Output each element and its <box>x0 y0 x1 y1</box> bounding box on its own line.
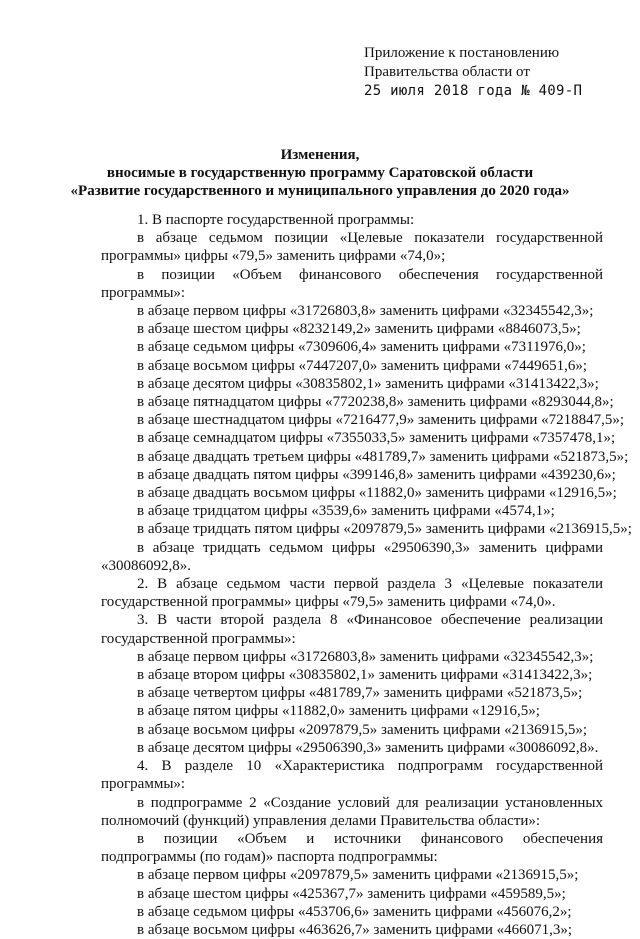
approval-date-number: 25 июля 2018 года № 409-П <box>364 83 583 99</box>
paragraph: 1. В паспорте государственной программы: <box>137 212 415 228</box>
paragraph: в абзаце первом цифры «31726803,8» заменить цифрами «32345542,3»; <box>137 303 594 320</box>
paragraph: в абзаце седьмом цифры «453706,6» заменить цифрами «456076,2»; <box>137 903 572 920</box>
paragraph: 4. В разделе 10 «Характеристика подпрограмм государственной программы»: <box>101 758 603 793</box>
paragraph: в абзаце первом цифры «31726803,8» заменить цифрами «32345542,3»; <box>137 648 594 665</box>
title-line-2: вносимые в государственную программу Саратовской области <box>106 165 534 181</box>
paragraph: в абзаце десятом цифры «29506390,3» заменить цифрами «30086092,8». <box>137 739 599 756</box>
paragraph: в позиции «Объем и источники финансового обеспечения подпрограммы (по годам)» паспорта подпрограммы: <box>101 830 603 866</box>
paragraph: в абзаце втором цифры «30835802,1» заменить цифрами «31413422,3»; <box>137 667 593 684</box>
paragraph: в абзаце десятом цифры «30835802,1» заменить цифрами «31413422,3»; <box>137 375 599 392</box>
paragraph: в абзаце двадцать восьмом цифры «11882,0» заменить цифрами «12916,5»; <box>137 485 617 502</box>
paragraph: в абзаце седьмом позиции «Целевые показатели государственной программы» цифры «79,5» заменить цифрами «74,0»; <box>101 230 603 265</box>
paragraph: в абзаце шестом цифры «425367,7» заменить цифрами «459589,5»; <box>137 885 566 902</box>
paragraph: в абзаце двадцать третьем цифры «481789,7» заменить цифрами «521873,5»; <box>137 448 629 465</box>
approval-block <box>364 44 614 101</box>
paragraph: в абзаце первом цифры «2097879,5» заменить цифрами «2136915,5»; <box>137 867 579 884</box>
paragraph: в абзаце четвертом цифры «481789,7» заменить цифрами «521873,5»; <box>137 685 583 702</box>
paragraph: в абзаце тридцать пятом цифры «2097879,5» заменить цифрами «2136915,5»; <box>137 521 632 538</box>
paragraph: в позиции «Объем финансового обеспечения государственной программы»: <box>101 266 603 301</box>
paragraph: в подпрограмме 2 «Создание условий для реализации установленных полномочий (функций) управления делами Правительства области»: <box>101 794 603 829</box>
title-line-3: «Развитие государственного и муниципального управления до 2020 года» <box>70 183 570 199</box>
paragraph: в абзаце шестом цифры «8232149,2» заменить цифрами «8846073,5»; <box>137 321 581 338</box>
title-line-1: Изменения, <box>280 147 360 163</box>
paragraph: 3. В части второй раздела 8 «Финансовое обеспечение реализации государственной программы»: <box>101 612 603 647</box>
approval-line-1: Приложение к постановлению <box>364 45 560 61</box>
paragraph: в абзаце пятом цифры «11882,0» заменить цифрами «12916,5»; <box>137 703 540 720</box>
document-body <box>101 211 632 939</box>
paragraph: в абзаце семнадцатом цифры «7355033,5» заменить цифрами «7357478,1»; <box>137 430 616 447</box>
approval-line-2: Правительства области от <box>364 64 530 80</box>
paragraph: в абзаце двадцать пятом цифры «399146,8» заменить цифрами «439230,6»; <box>137 466 616 483</box>
paragraph: в абзаце восьмом цифры «2097879,5» заменить цифрами «2136915,5»; <box>137 721 588 738</box>
paragraph: в абзаце пятнадцатом цифры «7720238,8» заменить цифрами «8293044,8»; <box>137 394 614 411</box>
paragraph: в абзаце седьмом цифры «7309606,4» заменить цифрами «7311976,0»; <box>137 339 586 356</box>
paragraph: в абзаце тридцатом цифры «3539,6» заменить цифрами «4574,1»; <box>137 503 555 520</box>
paragraph: в абзаце восьмом цифры «463626,7» заменить цифрами «466071,3»; <box>137 921 573 938</box>
document-title <box>60 146 580 200</box>
paragraph: 2. В абзаце седьмом части первой раздела 3 «Целевые показатели государственной программы» цифры «79,5» заменить цифрами «74,0». <box>101 576 603 611</box>
paragraph: в абзаце восьмом цифры «7447207,0» заменить цифрами «7449651,6»; <box>137 357 588 374</box>
paragraph: в абзаце тридцать седьмом цифры «29506390,3» заменить цифрами «30086092,8». <box>101 539 603 574</box>
paragraph: в абзаце шестнадцатом цифры «7216477,9» заменить цифрами «7218847,5»; <box>137 412 625 429</box>
